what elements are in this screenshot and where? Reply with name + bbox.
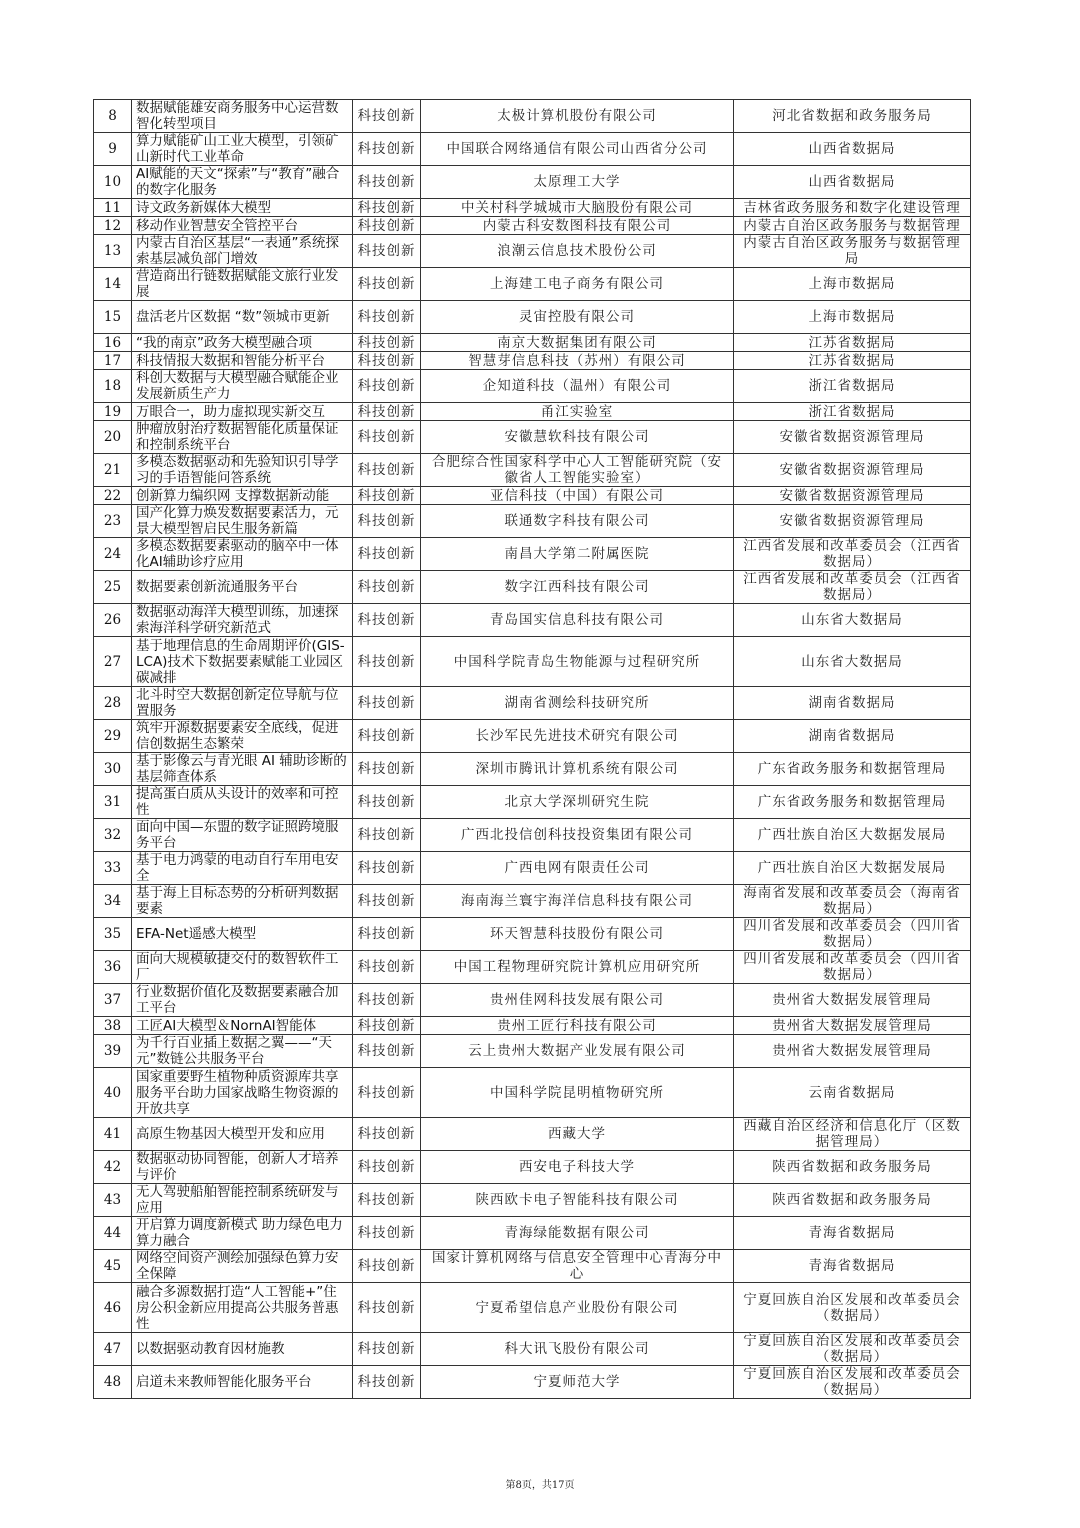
project-name: 筑牢开源数据要素安全底线，促进信创数据生态繁荣 xyxy=(132,720,353,753)
project-category: 科技创新 xyxy=(353,352,421,370)
recommending-department: 浙江省数据局 xyxy=(734,403,971,421)
project-category: 科技创新 xyxy=(353,637,421,687)
row-number: 32 xyxy=(94,819,132,852)
table-row xyxy=(94,421,971,454)
submitting-organization: 贵州佳网科技发展有限公司 xyxy=(421,984,734,1017)
recommending-department: 安徽省数据资源管理局 xyxy=(734,487,971,505)
row-number: 33 xyxy=(94,852,132,885)
recommending-department: 贵州省大数据发展管理局 xyxy=(734,984,971,1017)
submitting-organization: 青海绿能数据有限公司 xyxy=(421,1217,734,1250)
submitting-organization: 安徽慧软科技有限公司 xyxy=(421,421,734,454)
submitting-organization: 中国工程物理研究院计算机应用研究所 xyxy=(421,951,734,984)
row-number: 46 xyxy=(94,1283,132,1333)
project-category: 科技创新 xyxy=(353,487,421,505)
row-number: 19 xyxy=(94,403,132,421)
recommending-department: 安徽省数据资源管理局 xyxy=(734,454,971,487)
row-number: 11 xyxy=(94,199,132,217)
project-category: 科技创新 xyxy=(353,1184,421,1217)
project-name: EFA-Net遥感大模型 xyxy=(132,918,353,951)
project-name: 多模态数据要素驱动的脑卒中一体化AI辅助诊疗应用 xyxy=(132,538,353,571)
project-name: 万眼合一，助力虚拟现实新交互 xyxy=(132,403,353,421)
row-number: 48 xyxy=(94,1366,132,1399)
project-name: 面向中国—东盟的数字证照跨境服务平台 xyxy=(132,819,353,852)
table-row xyxy=(94,852,971,885)
submitting-organization: 西藏大学 xyxy=(421,1118,734,1151)
row-number: 12 xyxy=(94,217,132,235)
table-row xyxy=(94,687,971,720)
project-name: 融合多源数据打造“人工智能+”住房公积金新应用提高公共服务普惠性 xyxy=(132,1283,353,1333)
row-number: 18 xyxy=(94,370,132,403)
submitting-organization: 科大讯飞股份有限公司 xyxy=(421,1333,734,1366)
submitting-organization: 长沙军民先进技术研究有限公司 xyxy=(421,720,734,753)
project-category: 科技创新 xyxy=(353,505,421,538)
table-row xyxy=(94,301,971,334)
recommending-department: 陕西省数据和政务服务局 xyxy=(734,1184,971,1217)
project-category: 科技创新 xyxy=(353,403,421,421)
recommending-department: 湖南省数据局 xyxy=(734,687,971,720)
submitting-organization: 宁夏师范大学 xyxy=(421,1366,734,1399)
table-row xyxy=(94,1118,971,1151)
recommending-department: 陕西省数据和政务服务局 xyxy=(734,1151,971,1184)
recommending-department: 西藏自治区经济和信息化厅（区数据管理局） xyxy=(734,1118,971,1151)
table-row xyxy=(94,1184,971,1217)
recommending-department: 浙江省数据局 xyxy=(734,370,971,403)
project-category: 科技创新 xyxy=(353,1151,421,1184)
project-name: 基于电力鸿蒙的电动自行车用电安全 xyxy=(132,852,353,885)
row-number: 26 xyxy=(94,604,132,637)
project-category: 科技创新 xyxy=(353,421,421,454)
project-name: 营造商出行链数据赋能文旅行业发展 xyxy=(132,268,353,301)
row-number: 25 xyxy=(94,571,132,604)
table-row xyxy=(94,637,971,687)
table-row xyxy=(94,951,971,984)
submitting-organization: 浪潮云信息技术股份公司 xyxy=(421,235,734,268)
project-category: 科技创新 xyxy=(353,1283,421,1333)
table-row xyxy=(94,984,971,1017)
submitting-organization: 上海建工电子商务有限公司 xyxy=(421,268,734,301)
submitting-organization: 云上贵州大数据产业发展有限公司 xyxy=(421,1035,734,1068)
project-category: 科技创新 xyxy=(353,1250,421,1283)
table-row xyxy=(94,1366,971,1399)
recommending-department: 贵州省大数据发展管理局 xyxy=(734,1035,971,1068)
table-row xyxy=(94,454,971,487)
project-category: 科技创新 xyxy=(353,753,421,786)
recommending-department: 青海省数据局 xyxy=(734,1250,971,1283)
submitting-organization: 企知道科技（温州）有限公司 xyxy=(421,370,734,403)
project-category: 科技创新 xyxy=(353,370,421,403)
project-category: 科技创新 xyxy=(353,235,421,268)
submitting-organization: 广西电网有限责任公司 xyxy=(421,852,734,885)
submitting-organization: 湖南省测绘科技研究所 xyxy=(421,687,734,720)
recommending-department: 海南省发展和改革委员会（海南省数据局） xyxy=(734,885,971,918)
table-row xyxy=(94,403,971,421)
recommending-department: 内蒙古自治区政务服务与数据管理 xyxy=(734,217,971,235)
table-row xyxy=(94,217,971,235)
project-name: 多模态数据驱动和先验知识引导学习的手语智能问答系统 xyxy=(132,454,353,487)
recommending-department: 四川省发展和改革委员会（四川省数据局） xyxy=(734,951,971,984)
recommending-department: 江苏省数据局 xyxy=(734,334,971,352)
submitting-organization: 合肥综合性国家科学中心人工智能研究院（安徽省人工智能实验室） xyxy=(421,454,734,487)
project-category: 科技创新 xyxy=(353,1017,421,1035)
project-name: 启道未来教师智能化服务平台 xyxy=(132,1366,353,1399)
recommending-department: 青海省数据局 xyxy=(734,1217,971,1250)
project-name: 行业数据价值化及数据要素融合加工平台 xyxy=(132,984,353,1017)
row-number: 24 xyxy=(94,538,132,571)
row-number: 9 xyxy=(94,133,132,166)
project-name: 数据驱动海洋大模型训练，加速探索海洋科学研究新范式 xyxy=(132,604,353,637)
project-category: 科技创新 xyxy=(353,454,421,487)
project-name: 肿瘤放射治疗数据智能化质量保证和控制系统平台 xyxy=(132,421,353,454)
table-row xyxy=(94,571,971,604)
row-number: 29 xyxy=(94,720,132,753)
submitting-organization: 中关村科学城城市大脑股份有限公司 xyxy=(421,199,734,217)
row-number: 34 xyxy=(94,885,132,918)
project-name: 移动作业智慧安全管控平台 xyxy=(132,217,353,235)
submitting-organization: 太原理工大学 xyxy=(421,166,734,199)
submitting-organization: 亚信科技（中国）有限公司 xyxy=(421,487,734,505)
project-category: 科技创新 xyxy=(353,334,421,352)
recommending-department: 山东省大数据局 xyxy=(734,604,971,637)
submitting-organization: 中国科学院昆明植物研究所 xyxy=(421,1068,734,1118)
submitting-organization: 陕西欧卡电子智能科技有限公司 xyxy=(421,1184,734,1217)
row-number: 42 xyxy=(94,1151,132,1184)
project-category: 科技创新 xyxy=(353,1366,421,1399)
project-category: 科技创新 xyxy=(353,819,421,852)
table-row xyxy=(94,505,971,538)
row-number: 22 xyxy=(94,487,132,505)
submitting-organization: 南京大数据集团有限公司 xyxy=(421,334,734,352)
recommending-department: 四川省发展和改革委员会（四川省数据局） xyxy=(734,918,971,951)
row-number: 40 xyxy=(94,1068,132,1118)
project-category: 科技创新 xyxy=(353,217,421,235)
submitting-organization: 内蒙古科安数图科技有限公司 xyxy=(421,217,734,235)
project-category: 科技创新 xyxy=(353,1035,421,1068)
submitting-organization: 灵宙控股有限公司 xyxy=(421,301,734,334)
row-number: 8 xyxy=(94,100,132,133)
submitting-organization: 宁夏希望信息产业股份有限公司 xyxy=(421,1283,734,1333)
table-row xyxy=(94,100,971,133)
project-name: 以数据驱动教育因材施教 xyxy=(132,1333,353,1366)
table-row xyxy=(94,1068,971,1118)
project-category: 科技创新 xyxy=(353,918,421,951)
table-row xyxy=(94,885,971,918)
project-name: 基于地理信息的生命周期评价(GIS-LCA)技术下数据要素赋能工业园区碳减排 xyxy=(132,637,353,687)
project-name: 基于影像云与青光眼 AI 辅助诊断的基层筛查体系 xyxy=(132,753,353,786)
project-category: 科技创新 xyxy=(353,268,421,301)
project-name: AI赋能的天文“探索”与“教育”融合的数字化服务 xyxy=(132,166,353,199)
project-list-table xyxy=(93,99,971,1399)
project-name: 面向大规模敏捷交付的数智软件工厂 xyxy=(132,951,353,984)
table-row xyxy=(94,1017,971,1035)
table-row xyxy=(94,1250,971,1283)
row-number: 15 xyxy=(94,301,132,334)
project-category: 科技创新 xyxy=(353,720,421,753)
table-row xyxy=(94,918,971,951)
recommending-department: 广东省政务服务和数据管理局 xyxy=(734,786,971,819)
project-name: 开启算力调度新模式 助力绿色电力算力融合 xyxy=(132,1217,353,1250)
project-name: 无人驾驶船舶智能控制系统研发与应用 xyxy=(132,1184,353,1217)
row-number: 14 xyxy=(94,268,132,301)
project-category: 科技创新 xyxy=(353,133,421,166)
project-name: 算力赋能矿山工业大模型，引领矿山新时代工业革命 xyxy=(132,133,353,166)
table-row xyxy=(94,166,971,199)
project-name: 内蒙古自治区基层“一表通”系统探索基层减负部门增效 xyxy=(132,235,353,268)
project-category: 科技创新 xyxy=(353,1333,421,1366)
project-category: 科技创新 xyxy=(353,538,421,571)
recommending-department: 上海市数据局 xyxy=(734,301,971,334)
table-row xyxy=(94,538,971,571)
row-number: 39 xyxy=(94,1035,132,1068)
project-category: 科技创新 xyxy=(353,571,421,604)
row-number: 37 xyxy=(94,984,132,1017)
table-row xyxy=(94,1283,971,1333)
project-category: 科技创新 xyxy=(353,951,421,984)
project-category: 科技创新 xyxy=(353,984,421,1017)
recommending-department: 山西省数据局 xyxy=(734,133,971,166)
row-number: 35 xyxy=(94,918,132,951)
row-number: 27 xyxy=(94,637,132,687)
table-row xyxy=(94,1151,971,1184)
recommending-department: 吉林省政务服务和数字化建设管理 xyxy=(734,199,971,217)
submitting-organization: 北京大学深圳研究生院 xyxy=(421,786,734,819)
row-number: 21 xyxy=(94,454,132,487)
project-name: 数据要素创新流通服务平台 xyxy=(132,571,353,604)
submitting-organization: 中国科学院青岛生物能源与过程研究所 xyxy=(421,637,734,687)
project-name: 数据赋能雄安商务服务中心运营数智化转型项目 xyxy=(132,100,353,133)
project-name: 工匠AI大模型＆NornAI智能体 xyxy=(132,1017,353,1035)
submitting-organization: 甬江实验室 xyxy=(421,403,734,421)
submitting-organization: 环天智慧科技股份有限公司 xyxy=(421,918,734,951)
row-number: 16 xyxy=(94,334,132,352)
row-number: 20 xyxy=(94,421,132,454)
table-body xyxy=(94,100,971,1399)
project-name: 高原生物基因大模型开发和应用 xyxy=(132,1118,353,1151)
recommending-department: 河北省数据和政务服务局 xyxy=(734,100,971,133)
submitting-organization: 联通数字科技有限公司 xyxy=(421,505,734,538)
project-name: 科创大数据与大模型融合赋能企业发展新质生产力 xyxy=(132,370,353,403)
table-row xyxy=(94,199,971,217)
submitting-organization: 贵州工匠行科技有限公司 xyxy=(421,1017,734,1035)
project-category: 科技创新 xyxy=(353,166,421,199)
row-number: 13 xyxy=(94,235,132,268)
recommending-department: 广西壮族自治区大数据发展局 xyxy=(734,852,971,885)
project-name: 基于海上目标态势的分析研判数据要素 xyxy=(132,885,353,918)
project-category: 科技创新 xyxy=(353,1068,421,1118)
table-row xyxy=(94,133,971,166)
project-category: 科技创新 xyxy=(353,301,421,334)
table-row xyxy=(94,720,971,753)
table-row xyxy=(94,819,971,852)
submitting-organization: 西安电子科技大学 xyxy=(421,1151,734,1184)
table-row xyxy=(94,604,971,637)
table-row xyxy=(94,370,971,403)
recommending-department: 广西壮族自治区大数据发展局 xyxy=(734,819,971,852)
submitting-organization: 太极计算机股份有限公司 xyxy=(421,100,734,133)
recommending-department: 宁夏回族自治区发展和改革委员会（数据局） xyxy=(734,1333,971,1366)
project-name: 数据驱动协同智能，创新人才培养与评价 xyxy=(132,1151,353,1184)
submitting-organization: 数字江西科技有限公司 xyxy=(421,571,734,604)
table-row xyxy=(94,786,971,819)
table-row xyxy=(94,1217,971,1250)
recommending-department: 上海市数据局 xyxy=(734,268,971,301)
row-number: 44 xyxy=(94,1217,132,1250)
table-row xyxy=(94,753,971,786)
submitting-organization: 深圳市腾讯计算机系统有限公司 xyxy=(421,753,734,786)
recommending-department: 江苏省数据局 xyxy=(734,352,971,370)
project-category: 科技创新 xyxy=(353,852,421,885)
recommending-department: 山东省大数据局 xyxy=(734,637,971,687)
project-name: 创新算力编织网 支撑数据新动能 xyxy=(132,487,353,505)
submitting-organization: 广西北投信创科技投资集团有限公司 xyxy=(421,819,734,852)
recommending-department: 内蒙古自治区政务服务与数据管理局 xyxy=(734,235,971,268)
submitting-organization: 国家计算机网络与信息安全管理中心青海分中心 xyxy=(421,1250,734,1283)
project-name: “我的南京”政务大模型融合项 xyxy=(132,334,353,352)
project-name: 国家重要野生植物种质资源库共享服务平台助力国家战略生物资源的开放共享 xyxy=(132,1068,353,1118)
recommending-department: 贵州省大数据发展管理局 xyxy=(734,1017,971,1035)
submitting-organization: 智慧芽信息科技（苏州）有限公司 xyxy=(421,352,734,370)
recommending-department: 广东省政务服务和数据管理局 xyxy=(734,753,971,786)
submitting-organization: 青岛国实信息科技有限公司 xyxy=(421,604,734,637)
project-category: 科技创新 xyxy=(353,786,421,819)
row-number: 23 xyxy=(94,505,132,538)
row-number: 43 xyxy=(94,1184,132,1217)
project-name: 盘活老片区数据 “数”领城市更新 xyxy=(132,301,353,334)
recommending-department: 宁夏回族自治区发展和改革委员会（数据局） xyxy=(734,1366,971,1399)
project-category: 科技创新 xyxy=(353,199,421,217)
recommending-department: 山西省数据局 xyxy=(734,166,971,199)
project-name: 网络空间资产测绘加强绿色算力安全保障 xyxy=(132,1250,353,1283)
project-category: 科技创新 xyxy=(353,604,421,637)
table-row xyxy=(94,268,971,301)
row-number: 17 xyxy=(94,352,132,370)
project-category: 科技创新 xyxy=(353,885,421,918)
table-row xyxy=(94,1035,971,1068)
recommending-department: 江西省发展和改革委员会（江西省数据局） xyxy=(734,571,971,604)
project-name: 提高蛋白质从头设计的效率和可控性 xyxy=(132,786,353,819)
row-number: 31 xyxy=(94,786,132,819)
project-name: 为千行百业插上数据之翼——“天元”数链公共服务平台 xyxy=(132,1035,353,1068)
project-name: 北斗时空大数据创新定位导航与位置服务 xyxy=(132,687,353,720)
project-category: 科技创新 xyxy=(353,1217,421,1250)
submitting-organization: 南昌大学第二附属医院 xyxy=(421,538,734,571)
row-number: 10 xyxy=(94,166,132,199)
project-category: 科技创新 xyxy=(353,687,421,720)
page-number: 第8页，共17页 xyxy=(505,1480,575,1491)
table-row xyxy=(94,235,971,268)
submitting-organization: 中国联合网络通信有限公司山西省分公司 xyxy=(421,133,734,166)
row-number: 30 xyxy=(94,753,132,786)
table-row xyxy=(94,352,971,370)
row-number: 28 xyxy=(94,687,132,720)
table-row xyxy=(94,334,971,352)
row-number: 38 xyxy=(94,1017,132,1035)
project-name: 科技情报大数据和智能分析平台 xyxy=(132,352,353,370)
project-name: 诗文政务新媒体大模型 xyxy=(132,199,353,217)
recommending-department: 安徽省数据资源管理局 xyxy=(734,421,971,454)
project-name: 国产化算力焕发数据要素活力，元景大模型智启民生服务新篇 xyxy=(132,505,353,538)
recommending-department: 云南省数据局 xyxy=(734,1068,971,1118)
row-number: 36 xyxy=(94,951,132,984)
recommending-department: 安徽省数据资源管理局 xyxy=(734,505,971,538)
table-row xyxy=(94,1333,971,1366)
recommending-department: 湖南省数据局 xyxy=(734,720,971,753)
submitting-organization: 海南海兰寰宇海洋信息科技有限公司 xyxy=(421,885,734,918)
project-category: 科技创新 xyxy=(353,100,421,133)
project-category: 科技创新 xyxy=(353,1118,421,1151)
row-number: 45 xyxy=(94,1250,132,1283)
recommending-department: 江西省发展和改革委员会（江西省数据局） xyxy=(734,538,971,571)
recommending-department: 宁夏回族自治区发展和改革委员会（数据局） xyxy=(734,1283,971,1333)
row-number: 41 xyxy=(94,1118,132,1151)
row-number: 47 xyxy=(94,1333,132,1366)
table-row xyxy=(94,487,971,505)
